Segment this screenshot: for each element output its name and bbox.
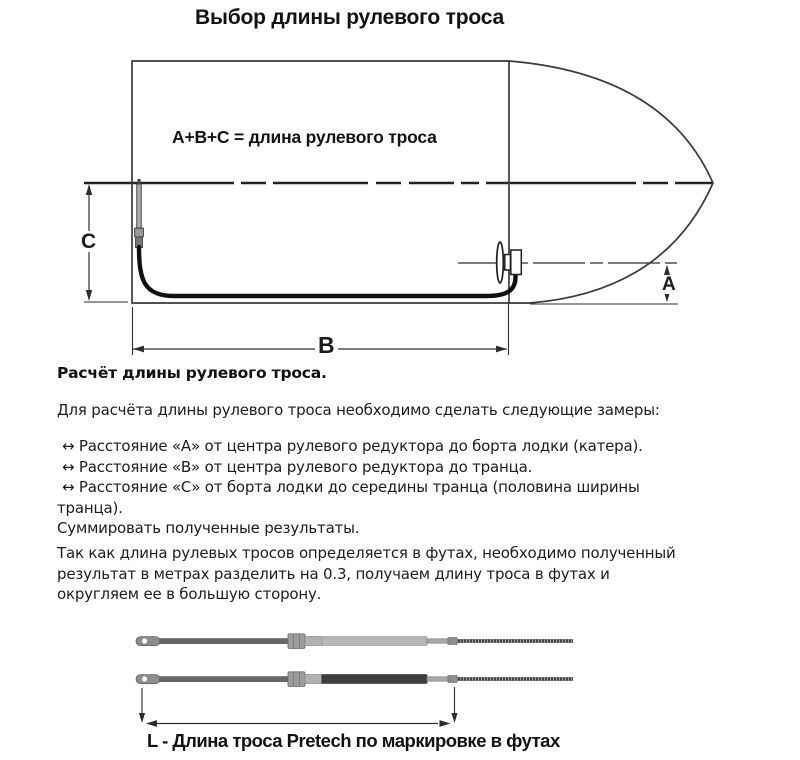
cable-figure [136, 634, 573, 727]
conversion-line: результат в метрах разделить на 0.3, получаем длину троса в футах и [57, 564, 610, 583]
cable-length-formula: A+B+C = длина рулевого троса [172, 127, 437, 147]
dimension-label-a: A [659, 275, 679, 294]
page-title: Выбор длины рулевого троса [195, 6, 504, 29]
cable-bottom [136, 672, 573, 687]
list-item: ↔ Расстояние «В» от центра рулевого редуктора до транца. [62, 457, 533, 476]
sum-note: Суммировать полученные результаты. [57, 519, 360, 537]
section-heading: Расчёт длины рулевого троса. [57, 364, 327, 382]
dimension-label-c: C [78, 231, 99, 252]
dimension-label-b: B [315, 334, 338, 357]
conversion-line: Так как длина рулевых тросов определяется в футах, необходимо полученный [57, 544, 676, 562]
conversion-line: округляем ее в большую сторону. [57, 585, 322, 603]
boat-diagram [84, 61, 713, 355]
dimension-l [139, 687, 458, 727]
list-item: ↔ Расстояние «А» от центра рулевого редуктора до борта лодки (катера). [62, 437, 643, 455]
intro-text: Для расчёта длины рулевого троса необходимо сделать следующие замеры: [57, 401, 660, 419]
list-item-continuation: транца). [57, 498, 123, 517]
list-item: ↔ Расстояние «С» от борта лодки до середины транца (половина ширины [62, 478, 640, 496]
conversion-note [57, 543, 676, 605]
measurement-list [57, 436, 643, 539]
steering-cable-run [139, 247, 516, 296]
cable-length-label: L - Длина троса Pretech по маркировке в футах [147, 730, 560, 751]
cable-top [136, 634, 573, 649]
helm-rod [135, 179, 144, 248]
